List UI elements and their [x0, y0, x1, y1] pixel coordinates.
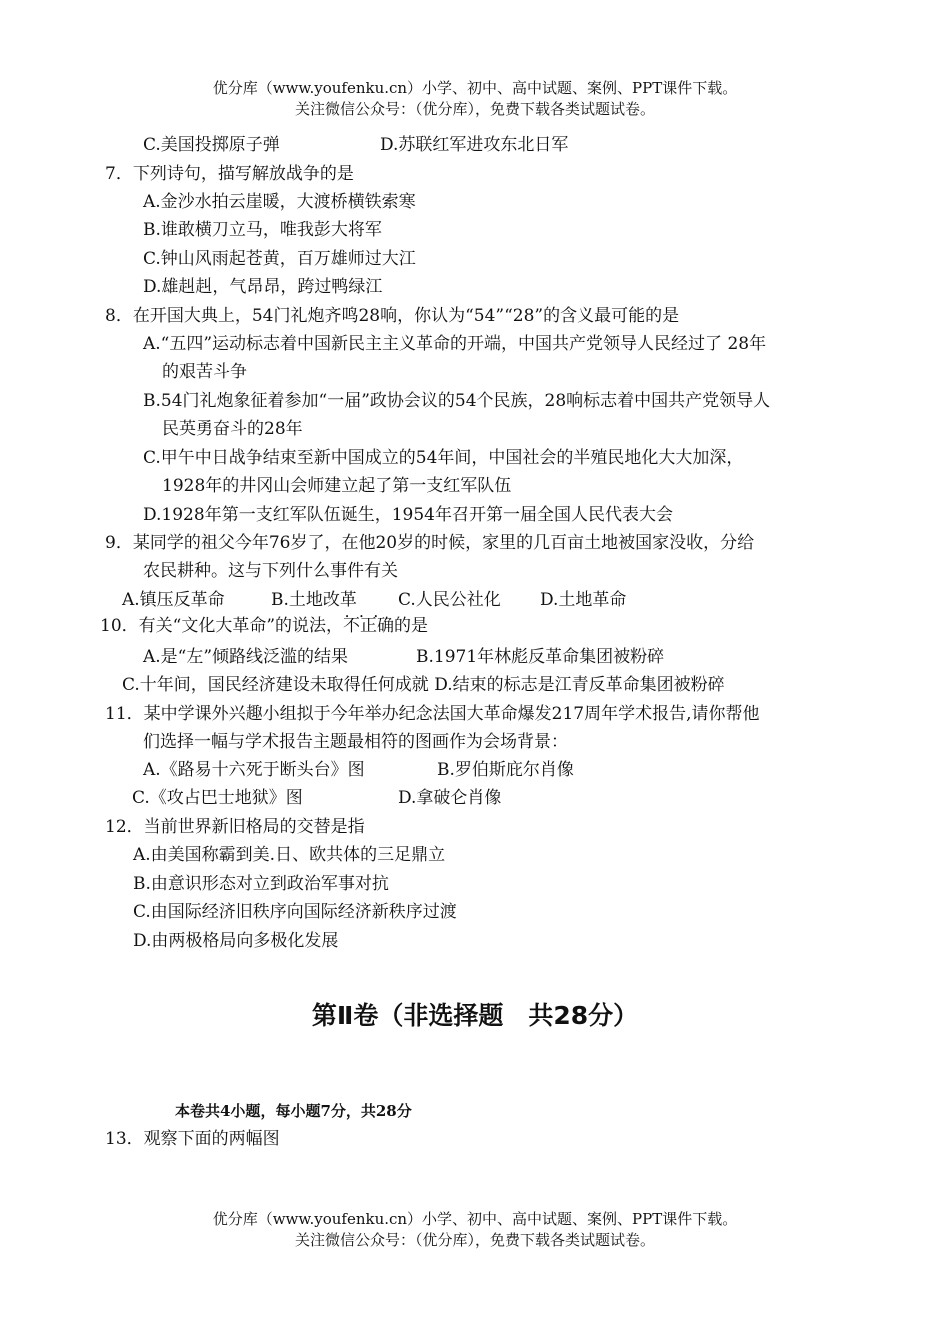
- q10-option-cd: C.十年间，国民经济建设未取得任何成就 D.结束的标志是江青反革命集团被粉碎: [122, 675, 725, 695]
- header-line-2: 关注微信公众号：（优分库），免费下载各类试题试卷。: [294, 100, 655, 118]
- q8-option-c-cont: 1928年的井冈山会师建立起了第一支红军队伍: [162, 476, 512, 496]
- q10-option-a: A.是“左”倾路线泛滥的结果: [143, 647, 349, 667]
- q8-stem: 8．在开国大典上，54门礼炮齐鸣28响，你认为“54”“28”的含义最可能的是: [105, 306, 680, 326]
- q8-option-b: B.54门礼炮象征着参加“一届”政协会议的54个民族，28响标志着中国共产党领导人: [143, 391, 771, 411]
- q11-option-c: C.《攻占巴士地狱》图: [132, 788, 303, 808]
- q9-option-c: C.人民公社化: [398, 590, 501, 610]
- q8-option-d: D.1928年第一支红军队伍诞生，1954年召开第一届全国人民代表大会: [143, 505, 673, 525]
- q10-stem: [100, 614, 428, 638]
- q12-option-d: D.由两极格局向多极化发展: [133, 931, 339, 951]
- q10-stem-emphasis: 不正确 • • •: [343, 616, 394, 636]
- footer-line-2: 关注微信公众号：（优分库），免费下载各类试题试卷。: [294, 1231, 655, 1249]
- q7-option-b: B.谁敢横刀立马，唯我彭大将军: [143, 220, 382, 240]
- q7-option-d: D.雄赳赳，气昂昂，跨过鸭绿江: [143, 277, 383, 297]
- q8-option-a: A.“五四”运动标志着中国新民主主义革命的开端，中国共产党领导人民经过了 28年: [143, 334, 767, 354]
- q11-option-d: D.拿破仑肖像: [398, 788, 502, 808]
- q11-stem: 11．某中学课外兴趣小组拟于今年举办纪念法国大革命爆发217周年学术报告,请你帮他: [105, 704, 760, 724]
- q8-option-b-cont: 民英勇奋斗的28年: [162, 419, 303, 439]
- q9-option-d: D.土地革命: [540, 590, 627, 610]
- section-2-title: 第Ⅱ卷（非选择题 共28分）: [311, 1001, 639, 1030]
- page-header: [0, 78, 950, 120]
- q10-stem-pre: 10．有关“文化大革命”的说法，: [100, 616, 344, 636]
- section-2-note: 本卷共4小题，每小题7分，共28分: [175, 1102, 412, 1120]
- q11-option-a: A.《路易十六死于断头台》图: [143, 760, 365, 780]
- q8-option-a-cont: 的艰苦斗争: [162, 362, 247, 382]
- q12-option-c: C.由国际经济旧秩序向国际经济新秩序过渡: [133, 902, 457, 922]
- q6-option-c: C.美国投掷原子弹: [143, 135, 280, 155]
- q11-stem-cont: 们选择一幅与学术报告主题最相符的图画作为会场背景：: [143, 732, 568, 752]
- footer-line-1: 优分库（www.youfenku.cn）小学、初中、高中试题、案例、PPT课件下载。: [212, 1210, 738, 1228]
- q9-stem-cont: 农民耕种。这与下列什么事件有关: [143, 561, 398, 581]
- q8-option-c: C.甲午中日战争结束至新中国成立的54年间，中国社会的半殖民地化大大加深，: [143, 448, 744, 468]
- q9-option-b: B.土地改革: [271, 590, 357, 610]
- q11-option-b: B.罗伯斯庇尔肖像: [437, 760, 574, 780]
- q7-option-a: A.金沙水拍云崖暖，大渡桥横铁索寒: [143, 192, 416, 212]
- q7-option-c: C.钟山风雨起苍黄，百万雄师过大江: [143, 249, 416, 269]
- q10-stem-post: 的是: [394, 616, 429, 636]
- page-footer: [0, 1209, 950, 1251]
- q12-option-b: B.由意识形态对立到政治军事对抗: [133, 874, 389, 894]
- q12-option-a: A.由美国称霸到美.日、欧共体的三足鼎立: [133, 845, 446, 865]
- q10-option-b: B.1971年林彪反革命集团被粉碎: [416, 647, 665, 667]
- q7-stem: 7．下列诗句，描写解放战争的是: [105, 164, 354, 184]
- q9-stem: 9．某同学的祖父今年76岁了，在他20岁的时候，家里的几百亩土地被国家没收，分给: [105, 533, 755, 553]
- q12-stem: 12．当前世界新旧格局的交替是指: [105, 817, 365, 837]
- q9-option-a: A.镇压反革命: [122, 590, 225, 610]
- header-line-1: 优分库（www.youfenku.cn）小学、初中、高中试题、案例、PPT课件下载。: [212, 79, 738, 97]
- q13-stem: 13．观察下面的两幅图: [105, 1129, 280, 1149]
- q6-option-d: D.苏联红军进攻东北日军: [380, 135, 569, 155]
